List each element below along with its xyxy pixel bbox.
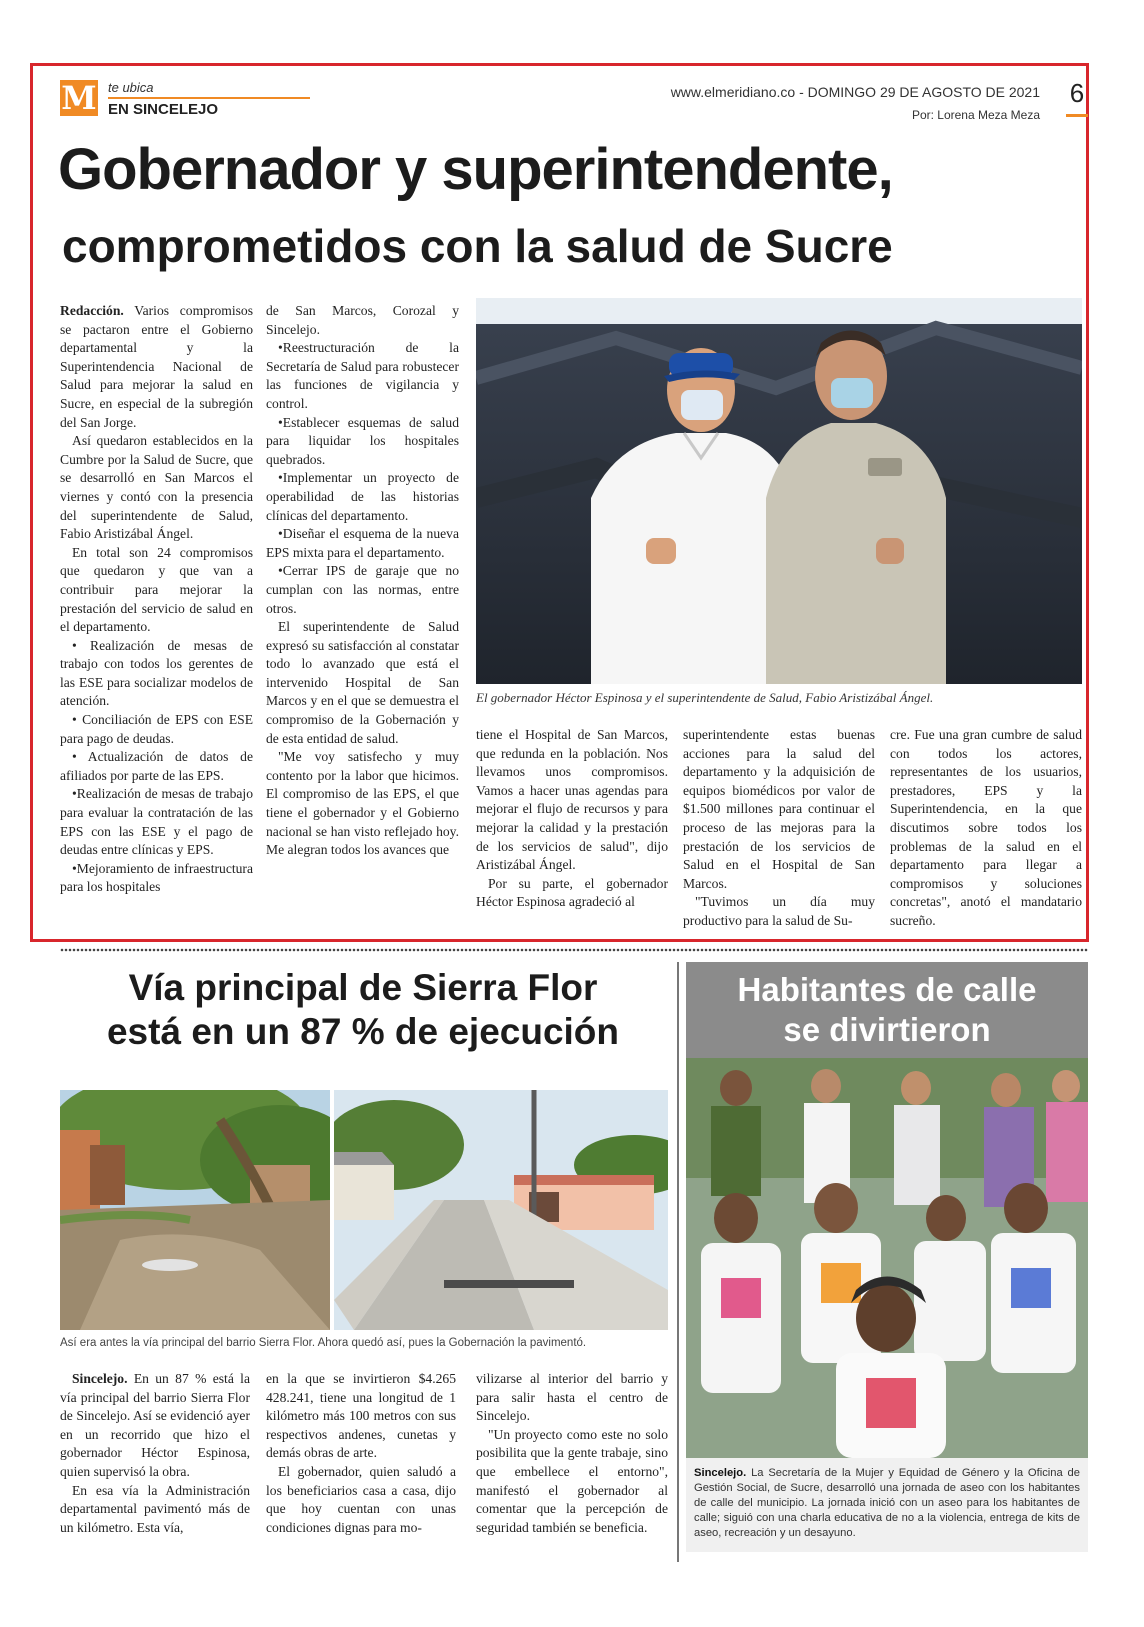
paragraph: El gobernador, quien saludó a los beneficiarios casa a casa, dijo que hoy cuentan con unas condiciones dignas para mo- (266, 1463, 456, 1535)
lead-photo-caption: El gobernador Héctor Espinosa y el superintendente de Salud, Fabio Aristizábal Ángel. (476, 690, 934, 705)
street-dwellers-headline (686, 962, 1088, 1058)
list-item: •Mejoramiento de infraestructura para los hospitales (60, 860, 253, 895)
lead-column-2 (266, 302, 459, 860)
road-before-photo (60, 1090, 330, 1330)
paragraph: tiene el Hospital de San Marcos, que redunda en la población. Nos llevamos unos compromisos. Vamos a hacer unas agendas para mejorar el flujo de recursos y para mejorar la calidad y la prestación de los servicios de salud", dijo Aristizábal Ángel. (476, 727, 668, 873)
paragraph: El superintendente de Salud expresó su satisfacción al constatar todo lo avanzado que está el intervenido Hospital de San Marcos y en el que se demuestra el compromiso de la Gobernación y de esta entidad de salud. (266, 619, 459, 746)
paragraph: En un 87 % está la vía principal del barrio Sierra Flor de Sincelejo. Así se evidenció ayer en un recorrido que hizo el gobernador Héctor Espinosa, quien supervisó la obra. (60, 1371, 250, 1479)
headline-line: Vía principal de Sierra Flor (128, 967, 598, 1008)
section-name: EN SINCELEJO (108, 101, 219, 118)
street-dwellers-caption (694, 1466, 1080, 1541)
list-item: •Realización de mesas de trabajo para evaluar la contratación de las EPS con las ESE y el pago de deudas entre clínicas y EPS. (60, 786, 253, 858)
paragraph: en la que se invirtieron $4.265 428.241, tiene una longitud de 1 kilómetro más 100 metros con sus respectivos andenes, cunetas y demás obras de arte. (266, 1371, 456, 1461)
list-item: • Actualización de datos de afiliados por parte de las EPS. (60, 749, 253, 783)
sierra-flor-column-1 (60, 1370, 250, 1537)
sierra-flor-column-3 (476, 1370, 668, 1537)
paragraph: "Un proyecto como este no solo posibilita que la gente trabaje, sino que embellece el entorno", manifestó el gobernador al comentar que la percepción de seguridad también se beneficia. (476, 1426, 668, 1535)
headline-line: se divirtieron (783, 1011, 991, 1048)
list-item: •Diseñar el esquema de la nueva EPS mixta para el departamento. (266, 526, 459, 560)
lead-headline-line2: comprometidos con la salud de Sucre (62, 220, 893, 272)
paragraph: superintendente estas buenas acciones para la salud del departamento y la adquisición de equipos biomédicos por valor de $1.500 millones para continuar el proceso de las mejoras para la prestación de los servicios de Salud en el Hospital de San Marcos. (683, 727, 875, 891)
list-item: •Reestructuración de la Secretaría de Salud para robustecer las funciones de vigilancia y control. (266, 340, 459, 411)
paragraph: Por su parte, el gobernador Héctor Espinosa agradeció al (476, 875, 668, 910)
governor-superintendent-photo (476, 298, 1082, 684)
lead-column-4 (683, 726, 875, 931)
headline-line: está en un 87 % de ejecución (106, 1011, 620, 1052)
sierra-flor-column-2 (266, 1370, 456, 1537)
newspaper-logo: M (61, 79, 97, 117)
paragraph: Así quedaron establecidos en la Cumbre por la Salud de Sucre, que se desarrolló en San Marcos el viernes y contó con la presencia del superintendente de Salud, Fabio Aristizábal Ángel. (60, 433, 253, 542)
street-dwellers-photo (686, 1058, 1088, 1458)
paragraph: "Tuvimos un día muy productivo para la salud de Su- (683, 894, 875, 928)
page-number: 6 (1069, 78, 1085, 108)
road-after-photo (334, 1090, 668, 1330)
dateline: Sincelejo. (72, 1371, 128, 1386)
list-item: •Cerrar IPS de garaje que no cumplan con las normas, entre otros. (266, 563, 459, 616)
list-item: • Conciliación de EPS con ESE para pago de deudas. (60, 712, 253, 746)
paragraph: Varios compromisos se pactaron entre el Gobierno departamental y la Superintendencia Nacional de Salud para mejorar la salud en Sucre, en especial de la subregión del San Jorge. (60, 303, 254, 430)
list-item: • Realización de mesas de trabajo con todos los gerentes de las ESE para socializar modelos de atención. (60, 637, 253, 709)
caption-text: La Secretaría de la Mujer y Equidad de Género y la Oficina de Gestión Social, de Sucre, desarrolló una jornada de aseo con los habitantes de calle del municipio. La jornada inició con un aseo para los habitantes de calle; siguió con una charla educativa de no a la violencia, entrega de kits de aseo, recreación y un desayuno. (694, 1467, 1080, 1539)
lead-column-3 (476, 726, 668, 912)
masthead-date: www.elmeridiano.co - DOMINGO 29 DE AGOSTO DE 2021 (670, 84, 1040, 100)
lead-column-1 (60, 302, 253, 897)
list-item: •Establecer esquemas de salud para liquidar los hospitales quebrados. (266, 414, 459, 467)
paragraph: de San Marcos, Corozal y Sincelejo. (266, 303, 459, 337)
headline-line: Habitantes de calle (737, 971, 1037, 1008)
paragraph: cre. Fue una gran cumbre de salud con todos los actores, representantes de los usuarios, prestadores, EPS y la Superintendencia, en la que discutimos sobre todos los problemas de la salud en el departamento para llegar a compromisos y soluciones concretas", anotó el mandatario sucreño. (890, 727, 1082, 928)
paragraph: En esa vía la Administración departamental pavimentó más de un kilómetro. Esta vía, (60, 1482, 250, 1535)
paragraph: En total son 24 compromisos que quedaron y que van a contribuir para mejorar la prestación del servicio de salud en el departamento. (60, 544, 253, 635)
list-item: •Implementar un proyecto de operabilidad de las historias clínicas del departamento. (266, 470, 459, 523)
dateline: Sincelejo. (694, 1467, 747, 1479)
column-rule (677, 962, 679, 1562)
section-underline (108, 97, 310, 99)
paragraph: "Me voy satisfecho y muy contento por la labor que hicimos. El compromiso de las EPS, el que tiene el gobernador y el Gobierno nacional se han visto reflejado hoy. Me alegran todos los avances que (266, 749, 459, 858)
section-divider (60, 948, 1088, 952)
sierra-flor-headline (58, 966, 668, 1054)
dateline: Redacción. (60, 303, 124, 318)
section-tag: te ubica (108, 80, 154, 95)
page-number-underline (1066, 114, 1088, 117)
paragraph: vilizarse al interior del barrio y para salir hasta el centro de Sincelejo. (476, 1371, 668, 1424)
sierra-flor-photo-caption: Así era antes la vía principal del barrio Sierra Flor. Ahora quedó así, pues la Gobernación la pavimentó. (60, 1337, 587, 1349)
lead-column-5 (890, 726, 1082, 931)
lead-headline-line1: Gobernador y superintendente, (58, 137, 893, 202)
byline: Por: Lorena Meza Meza (911, 108, 1040, 122)
